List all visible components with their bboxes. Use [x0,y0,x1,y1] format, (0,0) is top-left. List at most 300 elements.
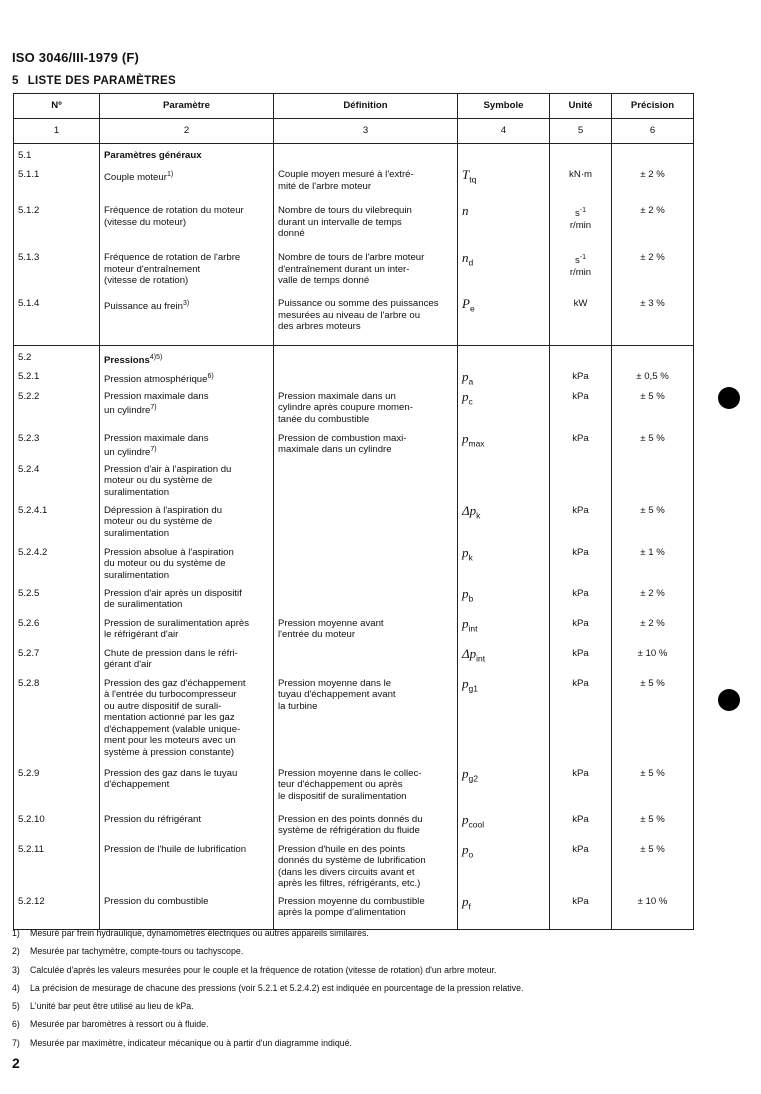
symbol-subscript: d [468,257,474,268]
cell-unit [550,547,612,588]
param-number: 5.1.4 [18,298,40,309]
unit-alt-value: r/min [569,219,592,231]
symbol-subscript: tq [469,174,477,185]
cell-unit [550,505,612,547]
symbol-letter: P [462,296,470,311]
cell-number [14,464,100,505]
cell-unit [550,464,612,505]
table-row [14,588,694,618]
symbol-letter: p [462,893,469,909]
table-row [14,205,694,252]
footnote [12,924,712,942]
table-row [14,252,694,298]
cell-unit [550,205,612,252]
footnote-number: 1) [12,928,20,938]
param-name: Dépression à l'aspiration du moteur ou du système de suralimentation [104,504,223,539]
table-row [14,648,694,678]
page-number: 2 [12,1055,20,1071]
symbol-subscript: e [469,303,475,314]
cell-precision [612,814,694,844]
footnote-text: Mesuré par frein hydraulique, dynamomètres électriques ou autres appareils similaires. [30,928,369,938]
cell-definition [274,588,458,618]
cell-unit [550,252,612,298]
col-header-no: Nº [14,94,100,119]
cell-symbol [458,368,550,391]
cell-definition [274,169,458,205]
cell-unit [550,618,612,648]
symbol-subscript: k [468,552,473,563]
section-number: 5 [12,75,19,87]
param-number: 5.1.2 [18,205,40,216]
param-definition: Pression en des points donnés du système de réfrigération du fluide [278,813,423,837]
cell-number [14,205,100,252]
cell-precision [612,844,694,896]
cell-definition [274,433,458,464]
precision-value: ± 5 % [640,677,665,689]
cell-definition [274,768,458,814]
param-number: 5.2.7 [18,647,40,659]
cell-number [14,352,100,371]
cell-precision [612,505,694,547]
cell-number [14,648,100,678]
footnote [12,1034,712,1052]
table-row [14,618,694,648]
footnote [12,997,712,1015]
unit-value: kPa [572,587,589,599]
col-header-definition: Définition [274,94,458,119]
unit-value: kPa [572,370,589,382]
cell-precision [612,391,694,433]
cell-unit [550,768,612,814]
cell-parameter [100,298,274,345]
cell-number [14,678,100,768]
symbol-letter: p [462,811,469,827]
cell-definition [274,298,458,345]
cell-unit [550,648,612,678]
param-name: Pression maximale dans un cylindre [104,432,209,459]
unit-alt-value: r/min [569,266,592,278]
param-number: 5.2.4 [18,463,40,475]
unit-value: kPa [572,677,589,689]
unit-value: kPa [572,767,589,779]
cell-parameter [100,391,274,433]
cell-unit [550,433,612,464]
symbol-letter: p [462,615,469,631]
symbol-subscript: a [468,376,474,387]
cell-number [14,768,100,814]
footnotes [12,924,712,1052]
cell-parameter [100,768,274,814]
footnote-text: Calculée d'après les valeurs mesurées pour le couple et la fréquence de rotation (vitesse de rotation) d'un arbre moteur. [30,964,497,975]
table-row [14,505,694,547]
table-row [14,814,694,844]
footnote-ref: 3) [182,300,190,307]
param-name: Pression du réfrigérant [104,813,202,825]
col-number: 2 [100,119,274,144]
unit-value: kN·m [569,169,592,180]
col-number: 1 [14,119,100,144]
col-header-symbole: Symbole [458,94,550,119]
symbol-letter: p [462,544,469,560]
col-number: 6 [612,119,694,144]
param-number: 5.2.1 [18,370,40,382]
param-definition: Nombre de tours du vilebrequin durant un intervalle de temps donné [278,205,412,240]
param-definition: Nombre de tours de l'arbre moteur d'entraînement durant un inter- valle de temps donné [278,252,425,287]
parameters-table [13,93,694,930]
param-number: 5.2.12 [18,895,45,907]
unit-value: kPa [572,546,589,558]
cell-symbol [458,169,550,205]
cell-definition [274,814,458,844]
cell-unit [550,298,612,345]
param-number: 5.2.8 [18,677,40,689]
cell-parameter [100,648,274,678]
footnote-number: 3) [12,964,20,975]
param-name: Chute de pression dans le réfri- gérant d'air [104,647,238,671]
symbol-letter: n [462,203,469,218]
symbol-subscript: int [476,653,486,664]
cell-parameter [100,618,274,648]
precision-value: ± 2 % [640,205,665,216]
param-name: Fréquence de rotation de l'arbre moteur d'entraînement (vitesse de rotation) [104,252,241,287]
cell-definition [274,547,458,588]
unit-value: s [574,255,580,267]
symbol-subscript: f [468,901,471,912]
cell-parameter [100,547,274,588]
table-row [14,844,694,896]
symbol-subscript: g1 [468,683,478,694]
precision-value: ± 2 % [640,252,665,263]
cell-symbol [458,205,550,252]
symbol-subscript: int [468,623,478,634]
table-row [14,433,694,464]
param-definition: Pression de combustion maxi- maximale dans un cylindre [278,432,407,456]
table-row [14,678,694,768]
unit-value: kPa [572,504,589,516]
precision-value: ± 3 % [640,298,665,309]
cell-unit [550,814,612,844]
table-row [14,391,694,433]
precision-value: ± 5 % [640,432,665,444]
precision-value: ± 5 % [640,504,665,516]
cell-symbol [458,645,550,678]
cell-definition [274,648,458,678]
param-name: Fréquence de rotation du moteur (vitesse du moteur) [104,205,244,228]
cell-definition [274,352,458,371]
table-row [14,547,694,588]
cell-unit [550,844,612,896]
cell-parameter [100,169,274,205]
table-row [14,298,694,345]
param-number: 5.2.9 [18,767,40,779]
symbol-subscript: o [468,849,474,860]
param-number: 5.2.3 [18,432,40,444]
precision-value: ± 2 % [640,169,665,180]
cell-unit [550,169,612,205]
param-name: Pression absolue à l'aspiration du moteur ou du système de suralimentation [104,546,234,581]
cell-unit [550,588,612,618]
footnote [12,942,712,960]
param-number: 5.1.3 [18,252,40,263]
footnote-ref: 1) [166,171,174,178]
precision-value: ± 10 % [637,895,668,907]
cell-number [14,252,100,298]
col-number: 5 [550,119,612,144]
param-number: 5.1 [18,150,32,161]
cell-number [14,169,100,205]
cell-parameter [100,844,274,896]
cell-parameter [100,464,274,505]
cell-unit [550,371,612,391]
cell-precision [612,371,694,391]
param-name: Pression des gaz d'échappement à l'entrée du turbocompresseur ou autre dispositif de surali- mentation actionné par les gaz d'échappement (valable unique- ment pour les moteurs avec un système à pression constante) [104,677,246,759]
param-number: 5.2.11 [18,843,44,855]
param-name: Pression d'air après un dispositif de suralimentation [104,587,242,611]
punch-hole-bottom [718,689,740,711]
symbol-letter: p [462,368,469,384]
footnote-text: Mesurée par maximètre, indicateur mécanique ou à partir d'un diagramme indiqué. [30,1037,352,1048]
footnote-number: 4) [12,982,20,993]
footnote-number: 7) [12,1037,20,1048]
symbol-letter: T [462,167,470,182]
footnote-number: 6) [12,1019,20,1030]
table-row [14,169,694,205]
cell-parameter [100,352,274,371]
table-row [14,768,694,814]
symbol-subscript: g2 [468,773,478,784]
col-number: 4 [458,119,550,144]
cell-precision [612,433,694,464]
cell-precision [612,768,694,814]
column-number-row [14,119,694,144]
cell-number [14,618,100,648]
unit-value: kPa [572,390,589,402]
precision-value: ± 2 % [640,587,665,599]
cell-number [14,588,100,618]
unit-value: s [574,208,580,220]
col-header-parametre: Paramètre [100,94,274,119]
cell-definition [274,205,458,252]
cell-precision [612,464,694,505]
cell-precision [612,205,694,252]
param-number: 5.2.2 [18,390,40,402]
symbol-letter: p [462,765,469,781]
cell-symbol [458,841,550,896]
precision-value: ± 5 % [640,843,665,855]
cell-unit [550,391,612,433]
cell-number [14,844,100,896]
precision-value: ± 5 % [640,390,665,402]
symbol-subscript: max [468,438,485,449]
footnote-ref: 6) [207,372,214,380]
cell-definition [274,678,458,768]
unit-value: kPa [572,617,589,629]
unit-value: kPa [572,895,589,907]
param-definition: Pression maximale dans un cylindre après coupure momen- tanée du combustible [278,390,413,425]
table-row [14,150,694,169]
cell-number [14,150,100,169]
symbol-letter: p [462,841,469,857]
cell-precision [612,678,694,768]
param-name: Pressions [104,354,150,366]
param-name: Pression des gaz dans le tuyau d'échappement [104,767,238,791]
cell-precision [612,648,694,678]
cell-precision [612,169,694,205]
unit-value: kPa [572,647,589,659]
precision-value: ± 0,5 % [636,370,669,382]
unit-value: kPa [572,432,589,444]
cell-parameter [100,433,274,464]
cell-symbol [458,388,550,433]
cell-number [14,391,100,433]
footnote-number: 2) [12,946,20,957]
param-number: 5.2.10 [18,813,45,825]
unit-value: kPa [572,813,589,825]
param-name: Pression de suralimentation après le réfrigérant d'air [104,617,250,641]
param-definition: Pression moyenne avant l'entrée du moteur [278,617,384,641]
footnote-text: L'unité bar peut être utilisé au lieu de kPa. [30,1001,194,1012]
param-name: Pression du combustible [104,895,209,907]
cell-number [14,371,100,391]
section-title: LISTE DES PARAMÈTRES [27,75,176,87]
cell-number [14,298,100,345]
cell-precision [612,547,694,588]
cell-symbol [458,252,550,298]
symbol-letter: p [462,585,469,601]
cell-symbol [458,150,550,169]
cell-definition [274,150,458,169]
cell-unit [550,150,612,169]
param-name: Pression atmosphérique [104,373,208,385]
precision-value: ± 5 % [640,767,665,779]
symbol-letter: Δp [462,645,477,661]
symbol-letter: p [462,388,469,404]
cell-symbol [458,615,550,648]
cell-parameter [100,505,274,547]
precision-value: ± 1 % [640,546,665,558]
footnote [12,1015,712,1033]
cell-parameter [100,814,274,844]
punch-hole-top [718,387,740,409]
cell-symbol [458,585,550,618]
cell-parameter [100,150,274,169]
cell-symbol [458,675,550,768]
section-heading [12,75,176,87]
symbol-letter: p [462,675,469,691]
symbol-letter: p [462,430,469,446]
param-definition: Puissance ou somme des puissances mesurées au niveau de l'arbre ou des arbres moteurs [278,298,439,333]
param-number: 5.2.6 [18,617,40,629]
symbol-subscript: b [468,593,474,604]
cell-precision [612,588,694,618]
symbol-letter: Δp [462,502,477,518]
cell-symbol [458,464,550,505]
precision-value: ± 10 % [637,647,668,659]
cell-parameter [100,588,274,618]
cell-symbol [458,298,550,345]
unit-exponent: -1 [579,254,587,261]
param-name: Paramètres généraux [104,150,202,161]
footnote-ref: 7) [150,446,157,454]
param-number: 5.1.1 [18,169,40,180]
cell-symbol [458,352,550,371]
param-name: Pression de l'huile de lubrification [104,843,247,855]
cell-symbol [458,811,550,844]
param-name: Pression d'air à l'aspiration du moteur ou du système de suralimentation [104,463,232,498]
param-definition: Pression moyenne dans le collec- teur d'échappement ou après le dispositif de suralimentation [278,767,422,802]
cell-symbol [458,765,550,814]
param-definition: Pression moyenne du combustible après la pompe d'alimentation [278,895,425,919]
col-header-precision: Précision [612,94,694,119]
col-header-unite: Unité [550,94,612,119]
cell-precision [612,252,694,298]
cell-precision [612,150,694,169]
col-number: 3 [274,119,458,144]
param-number: 5.2.4.2 [18,546,48,558]
cell-precision [612,618,694,648]
column-header-row [14,94,694,119]
cell-unit [550,678,612,768]
cell-number [14,547,100,588]
cell-symbol [458,544,550,588]
cell-precision [612,352,694,371]
footnote-ref: 4)5) [149,353,163,361]
cell-definition [274,371,458,391]
cell-definition [274,618,458,648]
table-row [14,371,694,391]
cell-parameter [100,678,274,768]
footnote-number: 5) [12,1001,20,1012]
cell-unit [550,352,612,371]
cell-number [14,505,100,547]
param-definition: Pression moyenne dans le tuyau d'échappement avant la turbine [278,677,396,712]
param-definition: Couple moyen mesuré à l'extré- mité de l'arbre moteur [278,169,414,192]
footnote-text: Mesurée par baromètres à ressort ou à fluide. [30,1019,209,1030]
cell-definition [274,252,458,298]
cell-symbol [458,430,550,464]
param-number: 5.2 [18,351,32,363]
cell-number [14,814,100,844]
cell-parameter [100,371,274,391]
param-definition: Pression d'huile en des points donnés du système de lubrification (dans les divers circuits avant et après les filtres, réfrigérants, etc.) [278,843,426,890]
cell-symbol [458,502,550,547]
param-name: Puissance au frein [104,301,183,313]
footnote-text: Mesurée par tachymètre, compte-tours ou tachyscope. [30,946,244,957]
cell-parameter [100,252,274,298]
precision-value: ± 2 % [640,617,665,629]
unit-value: kW [573,298,588,309]
symbol-subscript: c [468,396,473,407]
cell-precision [612,298,694,345]
symbol-subscript: k [476,510,481,521]
table-row [14,352,694,371]
footnote-ref: 7) [150,404,157,412]
symbol-letter: n [462,250,469,265]
table-row [14,464,694,505]
cell-definition [274,391,458,433]
cell-number [14,433,100,464]
param-number: 5.2.5 [18,587,40,599]
precision-value: ± 5 % [640,813,665,825]
cell-parameter [100,205,274,252]
footnote [12,979,712,997]
symbol-subscript: cool [468,819,485,830]
cell-definition [274,464,458,505]
footnote-text: La précision de mesurage de chacune des pressions (voir 5.2.1 et 5.2.4.2) est indiquée en pourcentage de la pression relative. [30,982,524,993]
param-number: 5.2.4.1 [18,504,48,516]
cell-definition [274,505,458,547]
unit-value: kPa [572,843,589,855]
